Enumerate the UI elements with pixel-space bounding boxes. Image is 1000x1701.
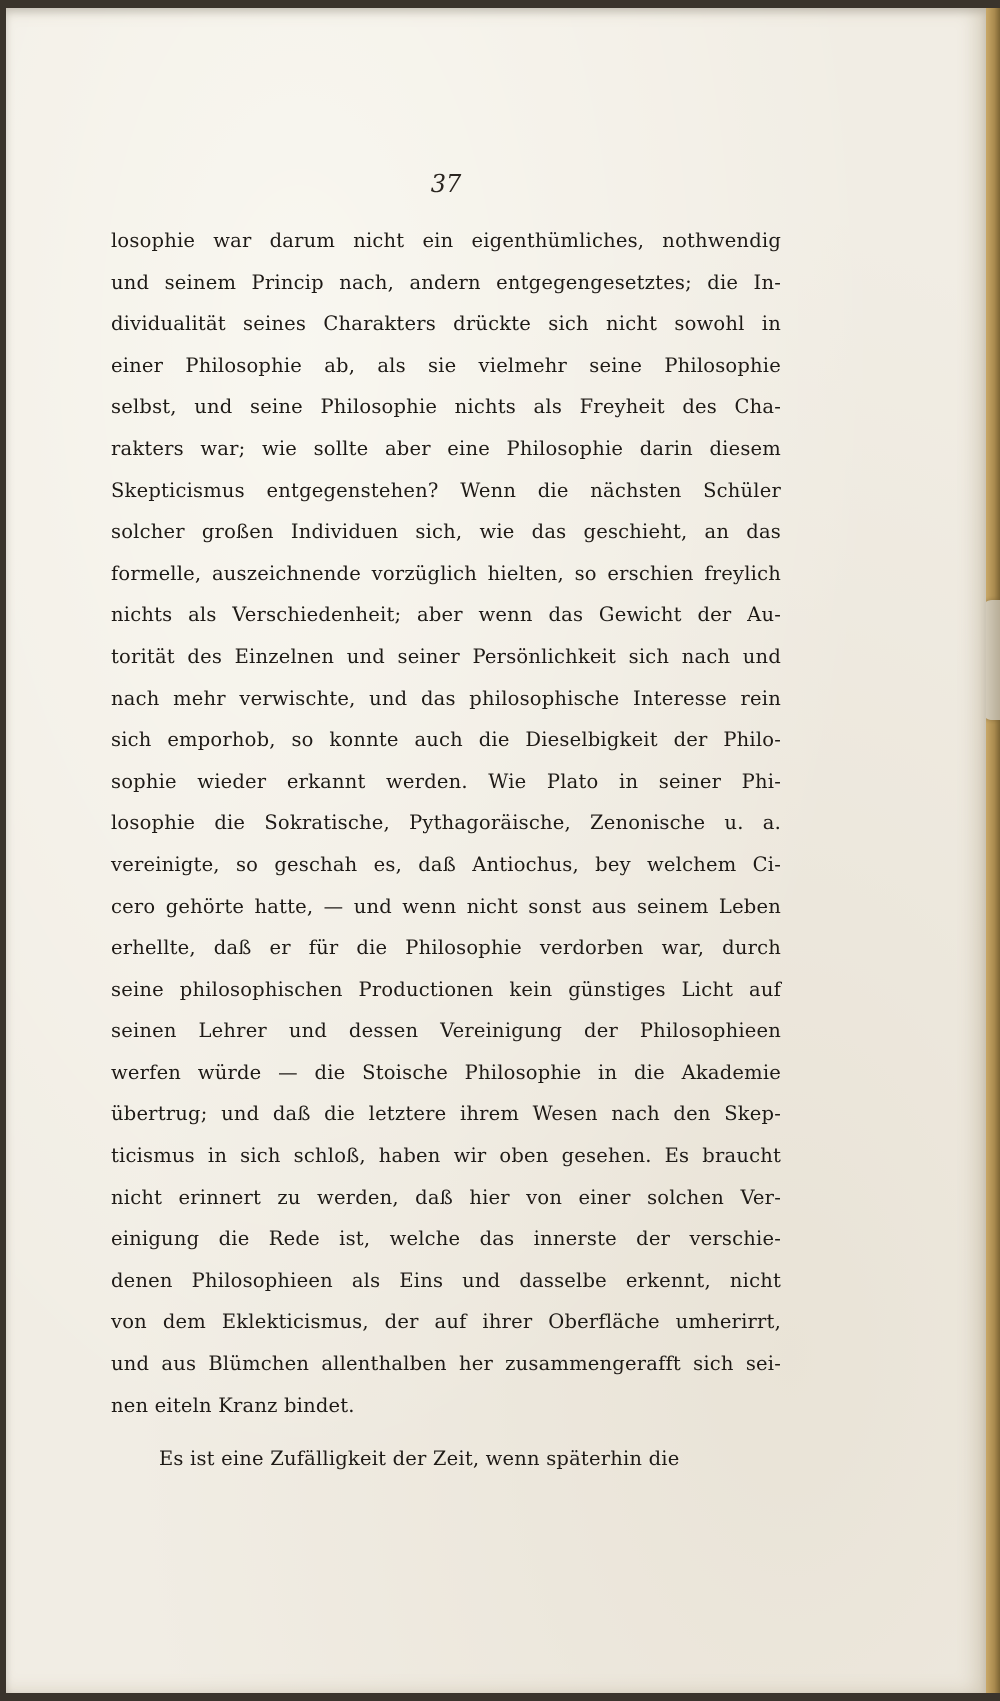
- text-line: formelle, auszeichnende vorzüglich hielten, so erschien freylich: [111, 561, 781, 585]
- text-line: selbst, und seine Philosophie nichts als Freyheit des Cha-: [111, 395, 781, 419]
- text-line: nichts als Verschiedenheit; aber wenn das Gewicht der Au-: [111, 603, 781, 627]
- paragraph-end-line: nen eiteln Kranz bindet.: [111, 1393, 355, 1417]
- text-line: solcher großen Individuen sich, wie das geschieht, an das: [111, 520, 781, 544]
- text-line: torität des Einzelnen und seiner Persönlichkeit sich nach und: [111, 644, 781, 668]
- text-line: übertrug; und daß die letztere ihrem Wesen nach den Skep-: [111, 1102, 781, 1126]
- text-line: denen Philosophieen als Eins und dasselbe erkennt, nicht: [111, 1268, 781, 1292]
- text-line: einer Philosophie ab, als sie vielmehr seine Philosophie: [111, 353, 781, 377]
- text-line: seine philosophischen Productionen kein günstiges Licht auf: [111, 977, 781, 1001]
- text-line: einigung die Rede ist, welche das innerste der verschie-: [111, 1227, 781, 1251]
- new-paragraph-line: Es ist eine Zufälligkeit der Zeit, wenn späterhin die: [159, 1447, 680, 1471]
- text-line: rakters war; wie sollte aber eine Philosophie darin diesem: [111, 436, 781, 460]
- text-line: und aus Blümchen allenthalben her zusammengerafft sich sei-: [111, 1352, 781, 1376]
- text-line: nicht erinnert zu werden, daß hier von einer solchen Ver-: [111, 1185, 781, 1209]
- text-line: und seinem Princip nach, andern entgegengesetztes; die In-: [111, 270, 781, 294]
- text-line: sophie wieder erkannt werden. Wie Plato in seiner Phi-: [111, 769, 781, 793]
- body-text: [111, 220, 781, 1480]
- text-line: ticismus in sich schloß, haben wir oben gesehen. Es braucht: [111, 1144, 781, 1168]
- text-line: Skepticismus entgegenstehen? Wenn die nächsten Schüler: [111, 478, 781, 502]
- text-line: cero gehörte hatte, — und wenn nicht sonst aus seinem Leben: [111, 894, 781, 918]
- text-line: seinen Lehrer und dessen Vereinigung der Philosophieen: [111, 1019, 781, 1043]
- page-edge: [986, 8, 1000, 1693]
- text-line: dividualität seines Charakters drückte sich nicht sowohl in: [111, 312, 781, 336]
- text-line: vereinigte, so geschah es, daß Antiochus, bey welchem Ci-: [111, 852, 781, 876]
- text-line: von dem Eklekticismus, der auf ihrer Oberfläche umherirrt,: [111, 1310, 781, 1334]
- text-line: sich emporhob, so konnte auch die Dieselbigkeit der Philo-: [111, 728, 781, 752]
- text-line: losophie die Sokratische, Pythagoräische, Zenonische u. a.: [111, 811, 781, 835]
- text-line: erhellte, daß er für die Philosophie verdorben war, durch: [111, 936, 781, 960]
- text-line: werfen würde — die Stoische Philosophie in die Akademie: [111, 1060, 781, 1084]
- book-page: [6, 8, 986, 1693]
- text-line: losophie war darum nicht ein eigenthümliches, nothwendig: [111, 229, 781, 252]
- page-number: 37: [430, 170, 462, 198]
- text-line: nach mehr verwischte, und das philosophische Interesse rein: [111, 686, 781, 710]
